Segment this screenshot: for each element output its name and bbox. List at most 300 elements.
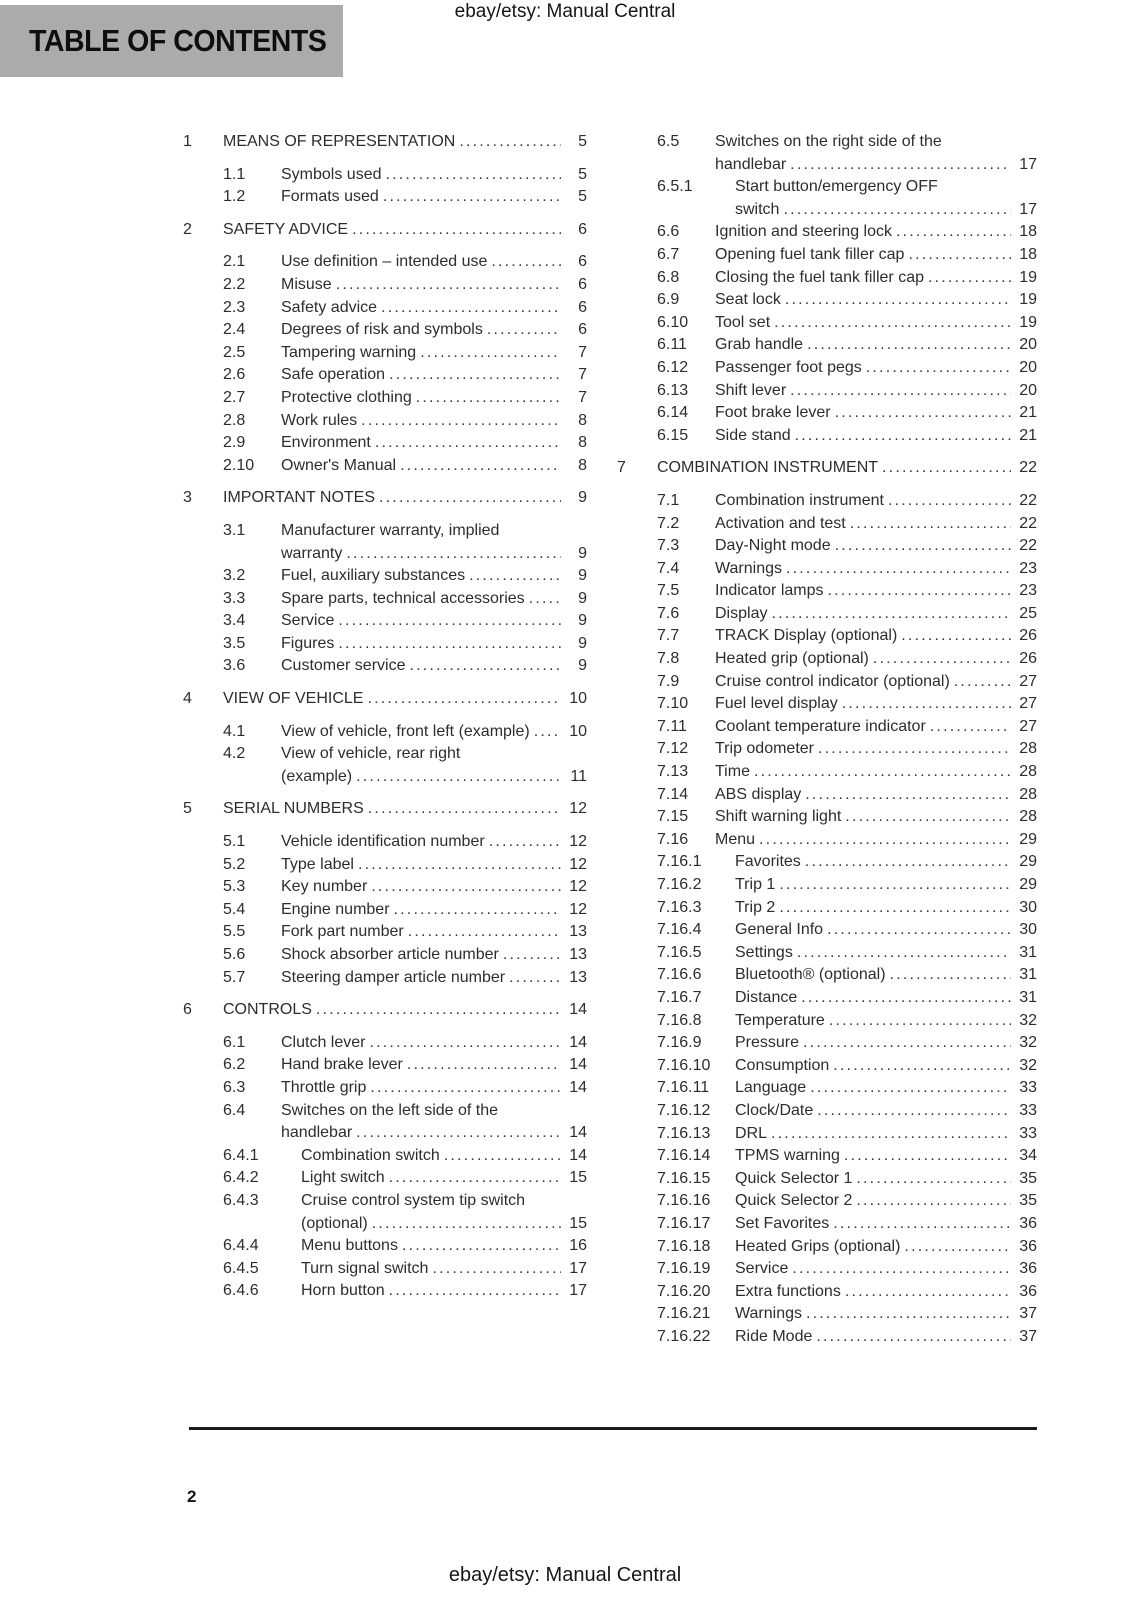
entry-title: Indicator lamps [715, 582, 824, 600]
entry-title: Use definition – intended use [281, 253, 488, 271]
entry-title: Trip odometer [715, 740, 814, 758]
entry-page: 27 [1019, 672, 1037, 690]
toc-entry [183, 410, 587, 433]
entry-title: Tampering warning [281, 343, 417, 361]
entry-title: Settings [735, 943, 793, 961]
entry-number: 6.4.5 [223, 1259, 259, 1277]
entry-page: 15 [569, 1169, 587, 1187]
toc-entry [617, 625, 1037, 648]
entry-title: Shock absorber article number [281, 946, 499, 963]
toc-entry [617, 289, 1037, 312]
entry-title: Steering damper article number [281, 968, 506, 986]
entry-page: 36 [1019, 1282, 1037, 1300]
entry-page: 12 [569, 878, 587, 896]
entry-number: 7.16.2 [657, 876, 702, 893]
dot-leader [797, 942, 1011, 965]
dot-leader [835, 402, 1011, 425]
entry-number: 7.1 [657, 491, 680, 509]
dot-leader [803, 1032, 1011, 1055]
dot-leader [835, 535, 1011, 558]
entry-number: 6.4.2 [223, 1169, 259, 1187]
entry-title: Bluetooth® (optional) [735, 966, 886, 984]
entry-page: 27 [1019, 717, 1037, 735]
entry-number: 7.16.7 [657, 988, 702, 1006]
toc-entry [617, 671, 1037, 694]
entry-number: 6.4.4 [223, 1237, 259, 1255]
entry-title: Service [735, 1260, 789, 1278]
dot-leader [754, 761, 1011, 784]
entry-number: 7.12 [657, 740, 689, 758]
toc-entry [617, 829, 1037, 852]
entry-number: 6.5 [657, 133, 680, 150]
entry-page: 8 [578, 434, 587, 452]
entry-title: ABS display [715, 785, 802, 803]
entry-page: 9 [578, 589, 587, 607]
entry-page: 36 [1019, 1260, 1037, 1278]
entry-title: Warnings [715, 559, 782, 577]
dot-leader [534, 721, 561, 744]
entry-number: 7.16.20 [657, 1282, 711, 1300]
entry-number: 7.16.6 [657, 966, 702, 984]
entry-page: 25 [1019, 604, 1037, 622]
toc-entry [617, 535, 1037, 558]
entry-number: 1.1 [223, 165, 246, 183]
toc-entry [617, 457, 1037, 480]
entry-title: Combination instrument [715, 491, 884, 509]
toc-entry [183, 364, 587, 387]
entry-page: 37 [1019, 1327, 1037, 1345]
entry-page: 29 [1019, 830, 1037, 848]
entry-title: Display [715, 604, 768, 622]
entry-number: 5.2 [223, 855, 246, 873]
toc-entry [183, 432, 587, 455]
entry-page: 22 [1019, 514, 1037, 532]
entry-title: Start button/emergency OFF [735, 178, 938, 196]
entry-title: Warnings [735, 1305, 802, 1323]
entry-title: Safe operation [281, 366, 386, 384]
entry-title: Coolant temperature indicator [715, 717, 926, 735]
toc-entry [183, 131, 587, 154]
entry-page: 17 [569, 1282, 587, 1300]
entry-number: 4.1 [223, 722, 246, 740]
entry-title: Trip 1 [735, 876, 776, 893]
entry-title: Consumption [735, 1056, 830, 1074]
dot-leader [389, 364, 561, 387]
toc-entry [183, 520, 587, 543]
entry-page: 27 [1019, 695, 1037, 713]
entry-title: Extra functions [735, 1282, 841, 1300]
toc-entry-continuation [617, 154, 1037, 177]
toc-entry [617, 1145, 1037, 1168]
dot-leader [379, 487, 561, 510]
dot-leader [509, 967, 561, 990]
dot-leader [817, 1100, 1011, 1123]
entry-title: COMBINATION INSTRUMENT [657, 459, 879, 477]
entry-number: 7.16.4 [657, 921, 702, 939]
toc-entry [617, 806, 1037, 829]
dot-leader [896, 221, 1011, 244]
entry-number: 3.1 [223, 521, 246, 539]
entry-title-continued: (example) [281, 767, 353, 785]
entry-page: 8 [578, 456, 587, 474]
entry-title: Cruise control system tip switch [301, 1191, 526, 1209]
entry-page: 18 [1019, 223, 1037, 241]
entry-page: 35 [1019, 1169, 1037, 1187]
entry-page: 6 [578, 298, 587, 316]
entry-title: Safety advice [281, 298, 378, 316]
entry-number: 2.4 [223, 321, 246, 339]
entry-page: 12 [569, 800, 587, 818]
entry-page: 20 [1019, 381, 1037, 399]
entry-page: 14 [569, 1001, 587, 1019]
dot-leader [845, 806, 1011, 829]
entry-number: 7.16.5 [657, 943, 702, 961]
toc-entry [617, 1303, 1037, 1326]
entry-title-continued: handlebar [281, 1124, 353, 1142]
entry-page: 6 [578, 275, 587, 293]
entry-page: 7 [578, 388, 587, 406]
entry-title: Figures [281, 634, 335, 652]
toc-entry [617, 221, 1037, 244]
entry-title-continued: (optional) [301, 1214, 368, 1232]
entry-page: 31 [1019, 988, 1037, 1006]
entry-title: Heated Grips (optional) [735, 1237, 901, 1255]
toc-entry [183, 610, 587, 633]
toc-entry [183, 455, 587, 478]
entry-page: 9 [578, 544, 587, 562]
toc-entry [617, 987, 1037, 1010]
entry-title: Day-Night mode [715, 537, 831, 555]
entry-title: Distance [735, 988, 798, 1006]
entry-page: 17 [569, 1259, 587, 1277]
toc-entry [617, 580, 1037, 603]
dot-leader [856, 1190, 1011, 1213]
toc-entry [617, 1281, 1037, 1304]
dot-leader [336, 274, 561, 297]
toc-entry [183, 565, 587, 588]
entry-number: 7.16.8 [657, 1011, 702, 1029]
entry-page: 34 [1019, 1147, 1037, 1165]
toc-entry [183, 743, 587, 766]
toc-entry [183, 274, 587, 297]
dot-leader [408, 921, 561, 944]
dot-leader [375, 432, 561, 455]
entry-title: Ride Mode [735, 1327, 813, 1345]
entry-number: 3.3 [223, 589, 246, 607]
toc-entry [183, 387, 587, 410]
toc-entry [183, 487, 587, 510]
toc-entry [183, 1145, 587, 1168]
entry-page: 36 [1019, 1237, 1037, 1255]
toc-column-right [617, 131, 1037, 1348]
dot-leader [469, 565, 561, 588]
entry-title: DRL [735, 1124, 768, 1142]
toc-entry [183, 633, 587, 656]
dot-leader [370, 1077, 561, 1100]
dot-leader [901, 625, 1011, 648]
entry-page: 10 [569, 690, 587, 708]
dot-leader [829, 1010, 1011, 1033]
entry-title: Service [281, 612, 335, 630]
entry-page: 28 [1019, 740, 1037, 758]
toc-entry [617, 1190, 1037, 1213]
dot-leader [459, 131, 561, 154]
dot-leader [873, 648, 1011, 671]
entry-number: 6.4.3 [223, 1191, 259, 1209]
dot-leader [372, 1213, 561, 1236]
dot-leader [529, 588, 561, 611]
dot-leader [779, 874, 1011, 897]
entry-number: 2.6 [223, 366, 246, 384]
toc-entry-continuation [183, 1213, 587, 1236]
entry-page: 9 [578, 567, 587, 585]
toc-entry [183, 854, 587, 877]
entry-title: Clock/Date [735, 1101, 814, 1119]
entry-number: 7.16.11 [657, 1079, 710, 1097]
entry-number: 5.5 [223, 923, 246, 941]
entry-title: CONTROLS [223, 1001, 312, 1019]
toc-entry [183, 342, 587, 365]
entry-number: 7.13 [657, 763, 689, 781]
entry-title: Engine number [281, 900, 390, 918]
toc-entry [617, 1236, 1037, 1259]
entry-title: Cruise control indicator (optional) [715, 672, 950, 690]
entry-title: TPMS warning [735, 1147, 840, 1165]
dot-leader [358, 854, 561, 877]
entry-page: 28 [1019, 808, 1037, 826]
entry-number: 7.16.18 [657, 1237, 711, 1255]
toc-entry-continuation [183, 543, 587, 566]
entry-page: 14 [569, 1146, 587, 1164]
entry-page: 33 [1019, 1124, 1037, 1142]
entry-title: IMPORTANT NOTES [223, 489, 376, 507]
entry-title: Protective clothing [281, 388, 412, 406]
entry-page: 17 [1019, 200, 1037, 218]
dot-leader [381, 297, 561, 320]
dot-leader [356, 1122, 561, 1145]
toc-entry [617, 716, 1037, 739]
entry-page: 32 [1019, 1056, 1037, 1074]
entry-page: 20 [1019, 358, 1037, 376]
entry-title: Environment [281, 434, 371, 452]
toc-entry [183, 721, 587, 744]
dot-leader [795, 425, 1011, 448]
dot-leader [338, 610, 561, 633]
entry-page: 19 [1019, 291, 1037, 309]
dot-leader [792, 1258, 1011, 1281]
entry-number: 5.3 [223, 878, 246, 896]
entry-page: 14 [569, 1078, 587, 1096]
entry-title: Throttle grip [281, 1078, 367, 1096]
entry-page: 14 [569, 1056, 587, 1074]
entry-title: Symbols used [281, 165, 382, 183]
entry-page: 5 [578, 133, 587, 150]
entry-page: 11 [570, 767, 587, 785]
entry-title: Formats used [281, 188, 379, 206]
entry-title: Heated grip (optional) [715, 650, 869, 668]
entry-number: 6.4.6 [223, 1282, 259, 1300]
entry-title-continued: switch [735, 200, 780, 218]
entry-page: 13 [569, 968, 587, 986]
toc-entry [183, 1190, 587, 1213]
dot-leader [503, 944, 561, 967]
entry-title: Turn signal switch [301, 1259, 429, 1277]
dot-leader [818, 738, 1011, 761]
entry-number: 7.11 [657, 717, 687, 735]
toc-entry [617, 1077, 1037, 1100]
toc-entry [617, 1032, 1037, 1055]
entry-number: 7.9 [657, 672, 680, 690]
toc-column-left [183, 131, 587, 1348]
dot-leader [352, 219, 561, 242]
entry-page: 30 [1019, 898, 1037, 916]
entry-number: 7.16.15 [657, 1169, 711, 1187]
entry-number: 5 [183, 800, 192, 818]
entry-page: 35 [1019, 1192, 1037, 1210]
entry-number: 7.4 [657, 559, 680, 577]
entry-number: 6.8 [657, 268, 680, 286]
dot-leader [432, 1258, 561, 1281]
entry-page: 18 [1019, 245, 1037, 263]
entry-number: 6 [183, 1001, 192, 1019]
dot-leader [394, 899, 561, 922]
toc-entry-continuation [617, 199, 1037, 222]
entry-number: 7.15 [657, 808, 689, 826]
entry-title: Work rules [281, 411, 358, 429]
toc-entry [617, 942, 1037, 965]
entry-number: 7.16.13 [657, 1124, 711, 1142]
entry-number: 3 [183, 489, 192, 507]
toc-entry [617, 874, 1037, 897]
entry-title: MEANS OF REPRESENTATION [223, 133, 456, 150]
entry-title: Manufacturer warranty, implied [281, 521, 500, 539]
entry-title: View of vehicle, front left (example) [281, 722, 530, 740]
entry-title: Customer service [281, 657, 406, 675]
entry-title: Side stand [715, 426, 791, 444]
entry-page: 9 [578, 612, 587, 630]
entry-page: 14 [569, 1124, 587, 1142]
dot-leader [338, 633, 561, 656]
toc-entry [183, 967, 587, 990]
toc-entry [183, 1032, 587, 1055]
toc-entry [183, 1280, 587, 1303]
entry-page: 6 [578, 321, 587, 339]
entry-title: Pressure [735, 1034, 800, 1052]
toc-entry [183, 655, 587, 678]
entry-number: 7.5 [657, 582, 680, 600]
toc-entry [617, 513, 1037, 536]
entry-title: Activation and test [715, 514, 846, 532]
dot-leader [779, 897, 1011, 920]
entry-number: 7.16.22 [657, 1327, 711, 1345]
entry-title: Temperature [735, 1011, 825, 1029]
entry-page: 32 [1019, 1011, 1037, 1029]
toc-entry-continuation [183, 1122, 587, 1145]
entry-title: Hand brake lever [281, 1056, 403, 1074]
entry-number: 6.14 [657, 404, 689, 422]
entry-number: 2.10 [223, 456, 255, 474]
entry-number: 7.8 [657, 650, 680, 668]
entry-number: 7.14 [657, 785, 689, 803]
entry-number: 2.3 [223, 298, 246, 316]
entry-page: 19 [1019, 268, 1037, 286]
dot-leader [882, 457, 1011, 480]
entry-number: 2.2 [223, 275, 246, 293]
entry-page: 33 [1019, 1079, 1037, 1097]
toc-entry [617, 897, 1037, 920]
dot-leader [367, 688, 561, 711]
entry-title: Set Favorites [735, 1214, 830, 1232]
toc-entry [617, 738, 1037, 761]
dot-leader [368, 798, 561, 821]
entry-number: 7.16.19 [657, 1260, 711, 1278]
entry-title: Fuel, auxiliary substances [281, 567, 466, 585]
toc-entry [617, 761, 1037, 784]
dot-leader [805, 851, 1011, 874]
entry-title: Time [715, 763, 750, 781]
dot-leader [489, 831, 561, 854]
dot-leader [790, 380, 1011, 403]
dot-leader [774, 312, 1011, 335]
entry-number: 6.4.1 [223, 1146, 259, 1164]
dot-leader [759, 829, 1011, 852]
entry-page: 5 [578, 165, 587, 183]
entry-title: Vehicle identification number [281, 833, 485, 851]
entry-title: Light switch [301, 1169, 385, 1187]
dot-leader [816, 1326, 1011, 1349]
entry-page: 6 [578, 253, 587, 271]
entry-number: 5.4 [223, 900, 246, 918]
entry-number: 7.7 [657, 627, 680, 645]
toc-entry-continuation [183, 766, 587, 789]
entry-number: 7.16 [657, 830, 689, 848]
entry-number: 3.6 [223, 657, 246, 675]
dot-leader [844, 1145, 1011, 1168]
toc-entry [183, 944, 587, 967]
entry-page: 15 [569, 1214, 587, 1232]
entry-page: 12 [569, 833, 587, 851]
entry-page: 12 [569, 900, 587, 918]
entry-title: Degrees of risk and symbols [281, 321, 483, 339]
entry-title: Switches on the left side of the [281, 1101, 499, 1119]
bottom-watermark: ebay/etsy: Manual Central [448, 1564, 682, 1586]
entry-number: 7.6 [657, 604, 680, 622]
entry-page: 7 [578, 366, 587, 384]
toc-entry [617, 425, 1037, 448]
entry-number: 6.9 [657, 291, 680, 309]
entry-number: 6.12 [657, 358, 689, 376]
toc-entry [617, 357, 1037, 380]
dot-leader [850, 513, 1011, 536]
entry-number: 3.5 [223, 634, 246, 652]
dot-leader [845, 1281, 1011, 1304]
entry-page: 31 [1019, 943, 1037, 961]
dot-leader [807, 334, 1011, 357]
toc-entry [617, 964, 1037, 987]
dot-leader [491, 251, 561, 274]
toc-entry [183, 297, 587, 320]
entry-number: 6.3 [223, 1078, 246, 1096]
entry-number: 7.16.21 [657, 1305, 711, 1323]
entry-number: 7.16.1 [657, 853, 702, 871]
dot-leader [389, 1167, 561, 1190]
footer-divider-rule [189, 1427, 1037, 1430]
dot-leader [371, 876, 561, 899]
dot-leader [801, 987, 1011, 1010]
page-title: TABLE OF CONTENTS [29, 23, 327, 58]
entry-page: 19 [1019, 313, 1037, 331]
entry-title: Tool set [715, 313, 771, 331]
